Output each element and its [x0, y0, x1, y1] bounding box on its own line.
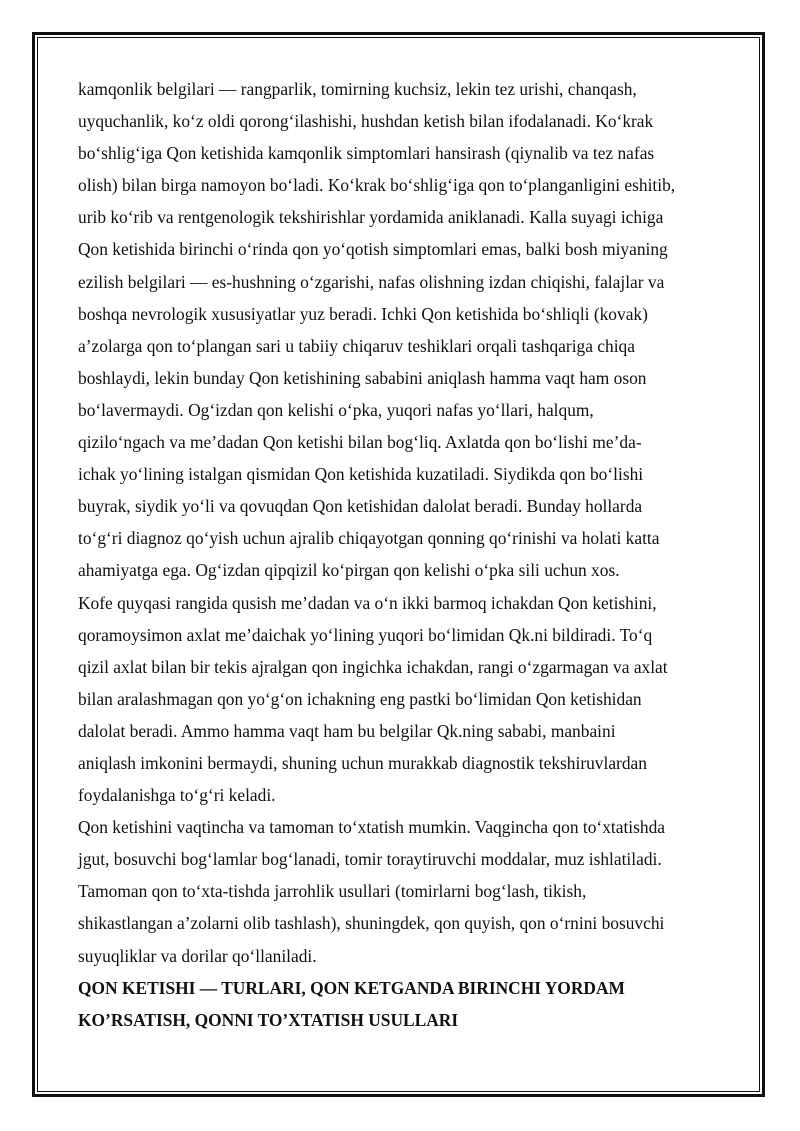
section-heading-line: KO’RSATISH, QONNI TO’XTATISH USULLARI: [78, 1009, 459, 1030]
text-line: bilan aralashmagan qon yoʻgʻon ichakning eng pastki boʻlimidan Qon ketishidan: [78, 688, 642, 709]
text-line: qizil axlat bilan bir tekis ajralgan qon ingichka ichakdan, rangi oʻzgarmagan va axlat: [78, 656, 668, 677]
text-line: boshqa nevrologik xususiyatlar yuz beradi. Ichki Qon ketishida boʻshliqli (kovak): [78, 303, 648, 324]
text-line: buyrak, siydik yoʻli va qovuqdan Qon ketishidan dalolat beradi. Bunday hollarda: [78, 496, 643, 517]
text-line: aniqlash imkonini bermaydi, shuning uchun murakkab diagnostik tekshiruvlardan: [78, 752, 647, 773]
text-line: suyuqliklar va dorilar qoʻllaniladi.: [78, 945, 317, 966]
section-heading-line: QON KETISHI — TURLARI, QON KETGANDA BIRINCHI YORDAM: [78, 977, 625, 998]
text-line: boʻshligʻiga Qon ketishida kamqonlik simptomlari hansirash (qiynalib va tez nafas: [78, 143, 655, 164]
text-line: qiziloʻngach va me’dadan Qon ketishi bilan bogʻliq. Axlatda qon boʻlishi me’da-: [78, 432, 642, 453]
text-line: kamqonlik belgilari — rangparlik, tomirning kuchsiz, lekin tez urishi, chanqash,: [78, 79, 637, 99]
text-line: dalolat beradi. Ammo hamma vaqt ham bu belgilar Qk.ning sababi, manbaini: [78, 720, 616, 741]
text-line: boshlaydi, lekin bunday Qon ketishining sababini aniqlash hamma vaqt ham oson: [78, 367, 647, 388]
text-line: a’zolarga qon toʻplangan sari u tabiiy chiqaruv teshiklari orqali tashqariga chiqa: [78, 335, 635, 356]
text-line: ahamiyatga ega. Ogʻizdan qipqizil koʻpirgan qon kelishi oʻpka sili uchun xos.: [78, 560, 620, 581]
text-line: Tamoman qon toʻxta-tishda jarrohlik usullari (tomirlarni bogʻlash, tikish,: [78, 881, 587, 902]
text-line: jgut, bosuvchi bogʻlamlar bogʻlanadi, tomir toraytiruvchi moddalar, muz ishlatiladi.: [78, 849, 662, 870]
text-line: shikastlangan a’zolarni olib tashlash), shuningdek, qon quyish, qon oʻrnini bosuvchi: [78, 913, 665, 934]
text-line: boʻlavermaydi. Ogʻizdan qon kelishi oʻpka, yuqori nafas yoʻllari, halqum,: [78, 399, 594, 420]
text-line: uyquchanlik, koʻz oldi qorongʻilashishi, hushdan ketish bilan ifodalanadi. Koʻkrak: [78, 111, 654, 132]
text-line: olish) bilan birga namoyon boʻladi. Koʻkrak boʻshligʻiga qon toʻplanganligini eshitib,: [78, 175, 676, 196]
text-line: Kofe quyqasi rangida qusish me’dadan va oʻn ikki barmoq ichakdan Qon ketishini,: [78, 592, 657, 613]
text-line: foydalanishga toʻgʻri keladi.: [78, 785, 276, 806]
text-line: ezilish belgilari — es-hushning oʻzgarishi, nafas olishning izdan chiqishi, falajlar va: [78, 271, 665, 292]
text-line: ichak yoʻlining istalgan qismidan Qon ketishida kuzatiladi. Siydikda qon boʻlishi: [78, 464, 644, 485]
text-line: urib koʻrib va rentgenologik tekshirishlar yordamida aniklanadi. Kalla suyagi ichiga: [78, 207, 664, 228]
text-line: toʻgʻri diagnoz qoʻyish uchun ajralib chiqayotgan qonning qoʻrinishi va holati katta: [78, 528, 660, 549]
text-line: Qon ketishini vaqtincha va tamoman toʻxtatish mumkin. Vaqgincha qon toʻxtatishda: [78, 817, 665, 838]
document-body: [78, 73, 726, 1036]
text-line: qoramoysimon axlat me’daichak yoʻlining yuqori boʻlimidan Qk.ni bildiradi. Toʻq: [78, 624, 653, 645]
text-line: Qon ketishida birinchi oʻrinda qon yoʻqotish simptomlari emas, balki bosh miyaning: [78, 239, 668, 260]
